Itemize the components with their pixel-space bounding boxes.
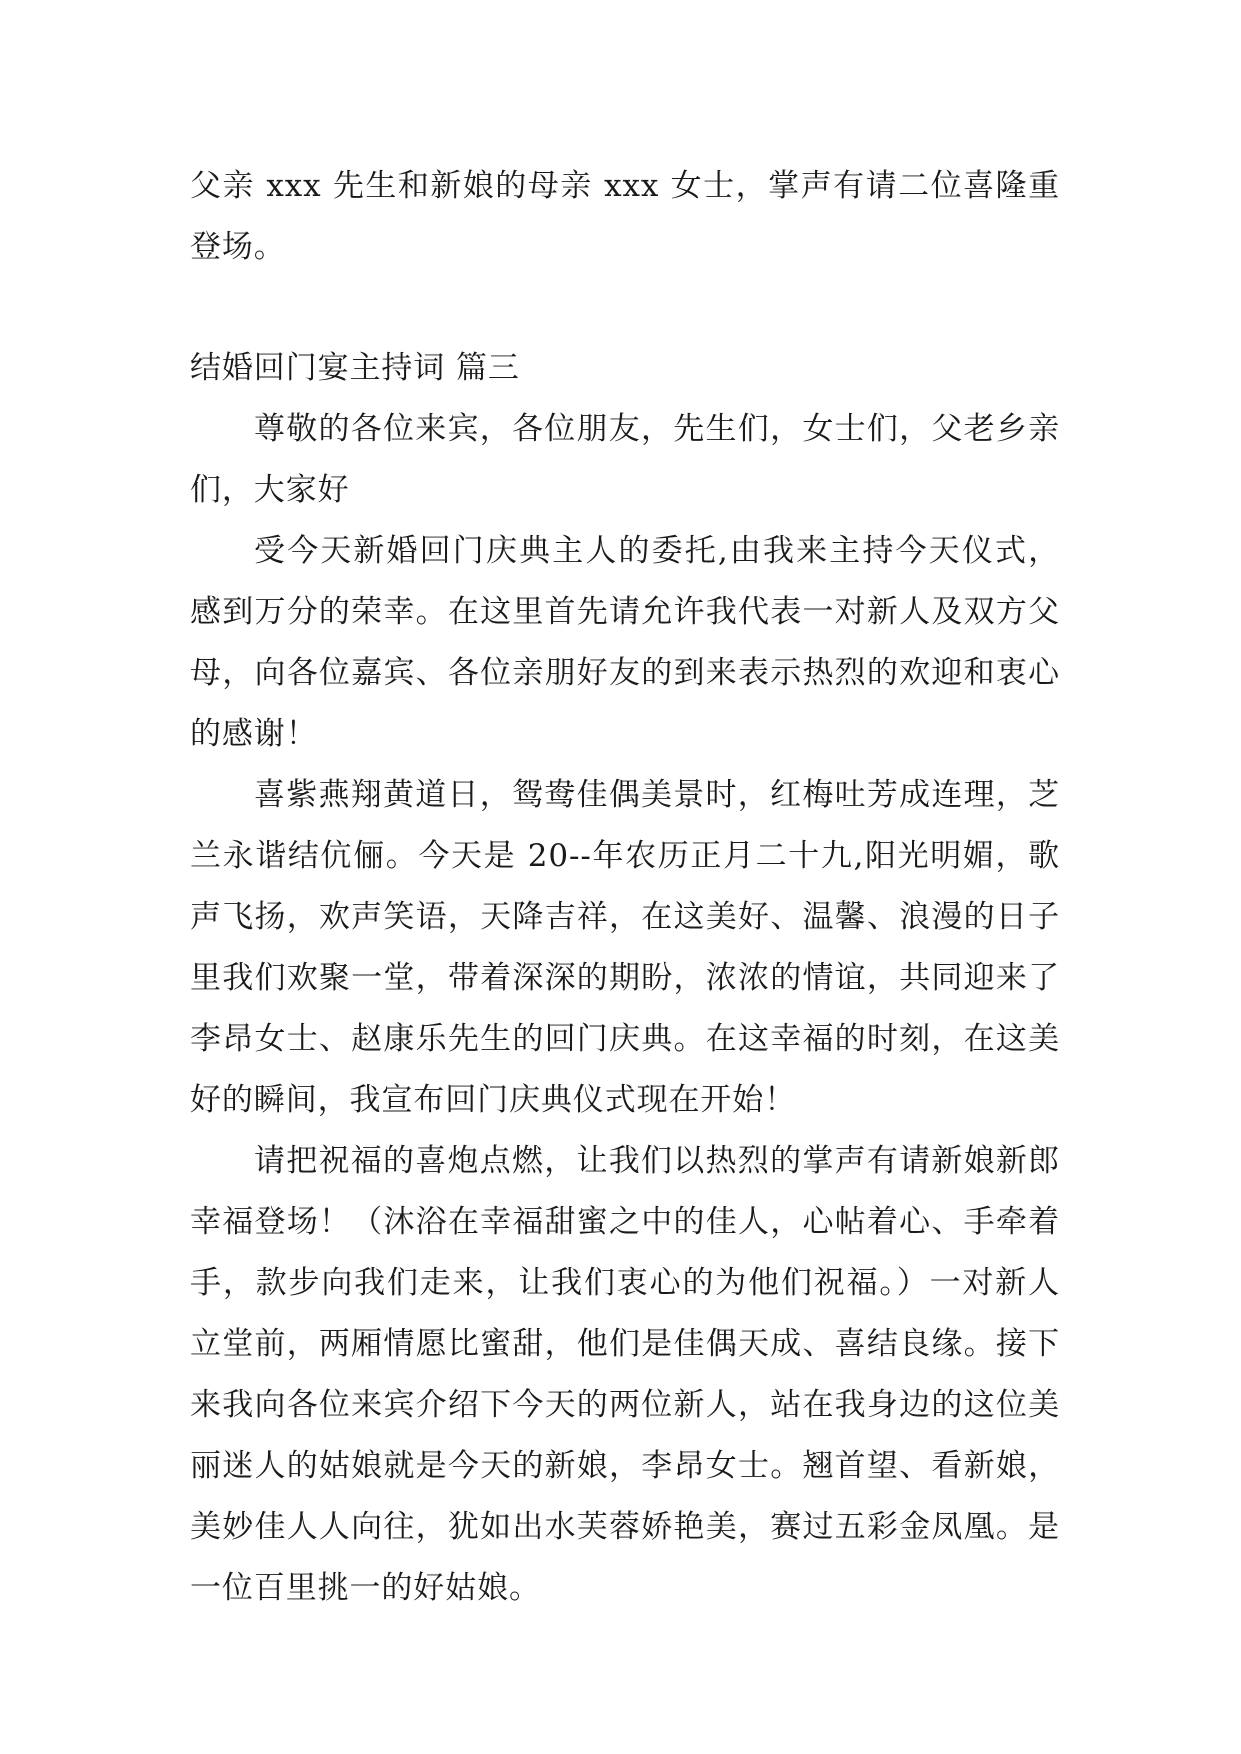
document-body	[190, 156, 1060, 1619]
section-title: 结婚回门宴主持词 篇三	[190, 350, 520, 386]
paragraph-opening: 喜紫燕翔黄道日，鸳鸯佳偶美景时，红梅吐芳成连理，芝兰永谐结伉俪。今天是 20--年农历正月二十九,阳光明媚，歌声飞扬，欢声笑语，天降吉祥，在这美好、温馨、浪漫的日子里我们欢聚一堂，带着深深的期盼，浓浓的情谊，共同迎来了李昂女士、赵康乐先生的回门庆典。在这幸福的时刻，在这美好的瞬间，我宣布回门庆典仪式现在开始！	[190, 777, 1060, 1118]
paragraph-gap	[190, 278, 1060, 338]
paragraph-introduction: 请把祝福的喜炮点燃，让我们以热烈的掌声有请新娘新郎幸福登场！（沐浴在幸福甜蜜之中的佳人，心帖着心、手牵着手，款步向我们走来，让我们衷心的为他们祝福。）一对新人立堂前，两厢情愿比蜜甜，他们是佳偶天成、喜结良缘。接下来我向各位来宾介绍下今天的两位新人，站在我身边的这位美丽迷人的姑娘就是今天的新娘，李昂女士。翘首望、看新娘，美妙佳人人向往，犹如出水芙蓉娇艳美，赛过五彩金凤凰。是一位百里挑一的好姑娘。	[190, 1143, 1060, 1606]
paragraph-greeting: 尊敬的各位来宾，各位朋友，先生们，女士们，父老乡亲们，大家好	[190, 411, 1060, 508]
intro-paragraph: 父亲 xxx 先生和新娘的母亲 xxx 女士，掌声有请二位喜隆重登场。	[190, 168, 1060, 265]
paragraph-thanks: 受今天新婚回门庆典主人的委托,由我来主持今天仪式，感到万分的荣幸。在这里首先请允许我代表一对新人及双方父母，向各位嘉宾、各位亲朋好友的到来表示热烈的欢迎和衷心的感谢！	[190, 533, 1060, 752]
